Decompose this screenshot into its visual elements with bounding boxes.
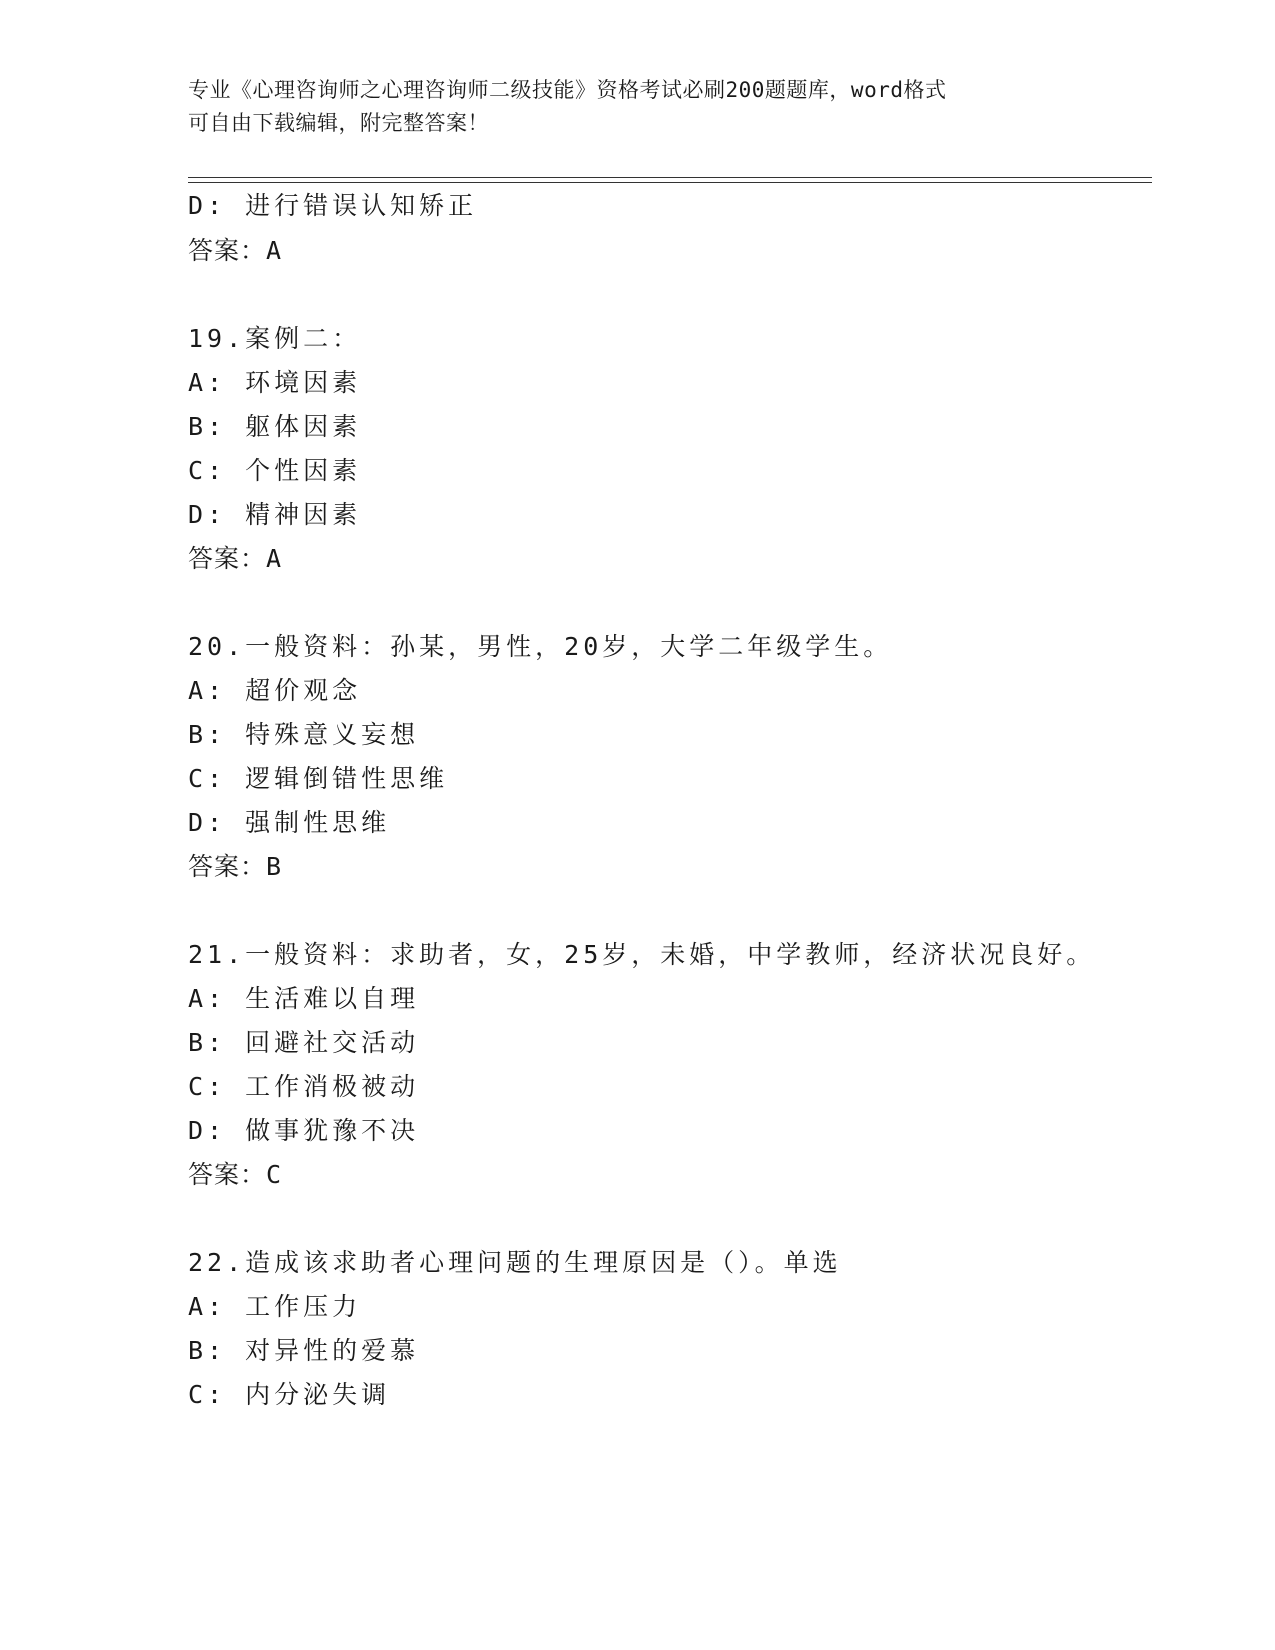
question-22: 22.造成该求助者心理问题的生理原因是（）。单选 [188,1248,842,1277]
option-d-q18: D: 进行错误认知矫正 [188,191,478,220]
option-a-q19: A: 环境因素 [188,368,362,397]
answer-q20: 答案：B [188,852,283,881]
question-19: 19.案例二： [188,324,362,353]
answer-q19: 答案：A [188,544,283,573]
option-a-q21: A: 生活难以自理 [188,984,420,1013]
header-line-1: 专业《心理咨询师之心理咨询师二级技能》资格考试必刷200题题库，word格式 [188,78,947,102]
option-b-q21: B: 回避社交活动 [188,1028,420,1057]
option-c-q19: C: 个性因素 [188,456,362,485]
answer-q21: 答案：C [188,1160,283,1189]
option-b-q20: B: 特殊意义妄想 [188,720,420,749]
question-21: 21.一般资料：求助者，女，25岁，未婚，中学教师，经济状况良好。 [188,940,1096,969]
option-c-q20: C: 逻辑倒错性思维 [188,764,449,793]
option-d-q21: D: 做事犹豫不决 [188,1116,420,1145]
question-20: 20.一般资料：孙某，男性，20岁，大学二年级学生。 [188,632,893,661]
page-header [188,74,1088,140]
header-divider-top [188,177,1152,178]
header-divider-bottom [188,182,1152,183]
answer-q18: 答案：A [188,236,283,265]
option-a-q20: A: 超价观念 [188,676,362,705]
option-c-q22: C: 内分泌失调 [188,1380,391,1409]
option-b-q22: B: 对异性的爱慕 [188,1336,420,1365]
option-c-q21: C: 工作消极被动 [188,1072,420,1101]
option-d-q20: D: 强制性思维 [188,808,391,837]
option-b-q19: B: 躯体因素 [188,412,362,441]
option-d-q19: D: 精神因素 [188,500,362,529]
option-a-q22: A: 工作压力 [188,1292,362,1321]
header-line-2: 可自由下载编辑，附完整答案！ [188,111,489,135]
